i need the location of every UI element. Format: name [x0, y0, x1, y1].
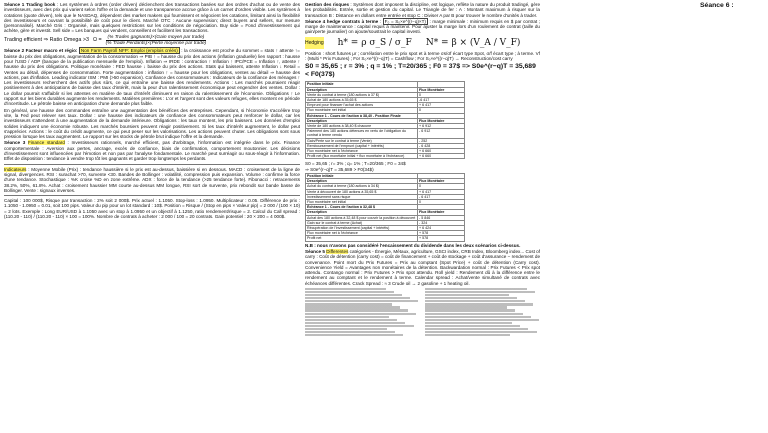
small-print-left [305, 287, 421, 337]
table-cell-value: - 6 912 [418, 129, 465, 138]
seance4-paragraph: Séance 4 hedge contrats à terme : F₀ = S₀×e^((r−q)×T) : marge minimale : minimum requis en $ par contrat ; marge de maintenance : capital requis à maintenir. Pour ajuster la marge lors d'un roulement de contrat (taille du gain/perte journalier) on ajoute/soustrait le capital investi. [305, 18, 540, 35]
table-cell-description: Récupération de l'investissement (capital + intérêts) [306, 226, 418, 231]
table-row [306, 129, 465, 138]
small-print-line [425, 331, 537, 333]
small-print-line [425, 309, 515, 311]
small-print-line [425, 291, 536, 293]
table-cell-value: + 6 417 [418, 103, 465, 108]
table-cell-description: Achat des 180 actions à 32,48 $ pour couvrir la position à découvert [306, 215, 418, 220]
small-print-line [425, 319, 539, 321]
seance2-paragraph [4, 48, 300, 106]
seance5-highlight: Differentes [326, 248, 349, 254]
table-cell-description: Description [306, 210, 418, 215]
table-cell-value: Flux Monétaire [418, 210, 465, 215]
strategy-table-b [305, 173, 465, 242]
table-row [306, 154, 465, 159]
omega-numerator: (% Trades gagnants)×(Gain moyen par trade) [107, 34, 205, 40]
indicateurs-paragraph [4, 167, 300, 193]
seance2-highlight: Non Farm Payroll NFP: Emploi (emplois créés) [80, 48, 178, 54]
small-print-line [425, 325, 521, 327]
table-cell-description: Description [306, 179, 418, 184]
small-print-line [305, 313, 416, 315]
strategy-table-a [305, 81, 465, 159]
table-cell-description: Profit net (flux monétaire initial + flux monétaire à l'échéance) [306, 154, 418, 159]
small-print-line [305, 316, 389, 318]
small-print-line [305, 294, 402, 296]
seance4-title: Séance 4 hedge contrats à terme [305, 18, 379, 24]
seance6-title: Séance 6 : [700, 2, 734, 9]
table-cell-value: + 6 912 [418, 124, 465, 129]
seance3-text: : Investisseurs rationnels, marché efficient, pas d'arbitrage, l'information est intégrée dans le prix. Finance comportementale : Aversion aux pertes, ancrage, excès de confiance, biais de confirmation, comportement moutonnier. Les décisions d'investissement sont influencées par l'émotion et non pas par l'analyse fondamentale. Le marché peut surréagir ou sous-réagir à l'information. Effet de disposition : tendance à vendre trop tôt les gagnants et garder trop longtemps les perdants. [4, 140, 300, 162]
table-cell-value: - 252 [418, 138, 465, 143]
hedging-label: Hedging [305, 37, 324, 49]
small-print-right [425, 287, 541, 337]
small-print-line [305, 303, 392, 305]
seance2-paragraph-b: En général, une hausse des commandes entraîne une augmentation des bénéfices des entreprises. Cependant, si l'économie s'accélère trop vite, la Fed peut relever ses taux. Dollar : une hausse des indicateurs de confiance des consommateurs peut renforcer le dollar, car les investisseurs s'attendent à une augmentation de la demande intérieure. Obligations : les taux montent, les prix baissent. Les données d'emploi solides indiquent une économie robuste. Les marchés boursiers peuvent réagir positivement. Si les taux d'intérêt augmentent, le dollar peut s'apprécier. Actions : le coût du crédit augmente, ce qui peut peser sur les valorisations. Les actions peuvent chuter. Les obligations sont sous pression lorsque les taux augmentent. Le rapport sur les stocks de pétrole brut indique l'offre et la demande. [4, 107, 300, 140]
table-cell-description: Investissement sans risque [306, 194, 418, 199]
table-cell-description: Vente du contrat à terme (180 actions à 37 $) [306, 92, 418, 97]
small-print-line [305, 309, 408, 311]
table-cell-description: Achat du contrat à terme (180 actions à 34 $) [306, 184, 418, 189]
hedging-formulas [305, 37, 540, 49]
gestion-risques-text: : Systèmes dont imposent la discipline, est logique, reflète la nature du produit tradingé, gère les probabilités. Entrée, sortie et gestion du capital. Le Triangle de fer : A : Montant maximum à risquer sur la transaction B : Distance en dollars entre entrée et stop C : Diviser A par B pour trouver le nombre d'unités à trader. [305, 2, 540, 18]
small-print-line [425, 300, 525, 302]
table-cell-description: Échéance 1 - Cours de l'action à 32,48 $ [306, 205, 418, 210]
seance2-text: : la croissance est proche du sommet = stats ↑ attente ↑= baisse du prix des obligations, augmentation de la consommation ⇒ PIB ↑ = hausse du prix des actions (inflation graduelle) lien rapport : hausse pour l'USD / ADP (banque de la publication mensuelle de l'emploi). Inflation ⇒ IRDE : contraction ↑ Inflation ↑ IPC/PCE = Inflation ↑, attente ↑ hausse du prix des obligations. Politique monétaire : FED hausse ↓ baisse du prix des actions. Stats qui baissent, attente Inflation ↓ Retail = Ventes au détail, dépenses de consommation. Forte augmentation : inflation ↑ = hausse pour les obligations, ventes au détail ⇒ hausse des actions, pas d'inflation. Leading indicator ISM : PMI (>50 expansion). Confiance des consommateurs : Indicateurs de la confiance des ménages ↑ Les investisseurs recherchent des actifs plus sûrs, ce qui entraîne une baisse des rendements. Actions : Les marchés pourraient réagir positivement à des anticipations de baisse des taux d'intérêt, mais la peur d'un ralentissement économique peut engendrer des ventes. Dollar : Le dollar pourrait s'affaiblir si les attentes en matière de taux d'intérêt diminuent en raison du ralentissement de l'économie. Obligations ↑ Le rapport sur les biens durables augmente les rendements. Matières premières : L'or et l'argent sont des valeurs refuges, elles montent en période d'incertitude. Le pétrole baisse en anticipation d'une demande plus faible. [4, 48, 300, 107]
small-print-block [305, 287, 540, 337]
table-cell-value: -6 417 [418, 97, 465, 102]
table-cell-description: Vente de 180 actions à 38,40 $ chacune [306, 124, 418, 129]
hedge-ratio-formula: h* = ρ σ_S / σ_F [337, 37, 412, 48]
middle-column [305, 2, 540, 431]
calc-line-3: ⇒ S0e^(r−q)T = 35,689 > F0(34$) [305, 166, 374, 172]
small-print-line [425, 313, 523, 315]
table-cell-value: Flux Monétaire [418, 179, 465, 184]
small-print-line [305, 328, 387, 330]
table-cell-description: Flux monétaire net à l'échéance [306, 149, 418, 154]
small-print-line [425, 316, 531, 318]
table-cell-value: 0 [418, 92, 465, 97]
small-print-line [305, 306, 400, 308]
table-cell-description: Profit net [306, 236, 418, 241]
table-row [306, 236, 465, 241]
table-cell-value: - 324 [418, 220, 465, 225]
seance3-highlight: Finance standard [27, 140, 65, 146]
seance4-formula: F₀ = S₀×e^((r−q)×T) [384, 18, 426, 24]
calc-line-2: S0 = 35,65 ; r= 3% ; q= 1% ; T=20/365 ; F0 = 34$ [305, 161, 406, 167]
table-cell-value: - 6 428 [418, 143, 465, 148]
table-cell-description: Vente à découvert de 180 actions à 35,65 $ [306, 189, 418, 194]
table-cell-description: Échéance 1 - Cours de l'action à 38,40 - Position Finale [306, 113, 418, 118]
table-cell-description: Description [306, 87, 418, 92]
seance5-title: Séance 5 [305, 248, 325, 254]
small-print-line [425, 288, 528, 290]
table-cell-value: - 5 846 [418, 215, 465, 220]
table-cell-value: + 6 424 [418, 226, 465, 231]
position-paragraph: Position : short futures μr ; corrélation entre le prix spot et à terme σs/σf écart type Spot, σ/f écart type ; à terme. Vf : (Multi * Prix Futures) ; For S₀×e^((r−q)T) = Cashflow ; For S₀×e^((r−q)T) → Reconstruction/cost carry [305, 50, 540, 62]
table-cell-value: 0 [418, 200, 465, 205]
gestion-risques-paragraph [305, 2, 540, 18]
seance2-title: Séance 2 Facteur macro et régio: [4, 48, 78, 54]
small-print-line [305, 331, 395, 333]
table-cell-description: Emprunt pour financer l'achat des actions [306, 103, 418, 108]
table-cell-description: Paiement des 180 actions détenues en vertu de l'obligation du contrat à terme vendu [306, 129, 418, 138]
omega-formula-block: Trading efficient ⇒ Ratio Omega >3 Ω = (% Trades gagnants)×(Gain moyen par trade) (% Trade Perdants)×(Perte moyenne par trade) [4, 34, 207, 47]
seance1-paragraph [4, 2, 300, 34]
table-cell-value: + 578 [418, 236, 465, 241]
small-print-line [305, 291, 394, 293]
table-cell-value: + 6 660 [418, 149, 465, 154]
table-cell-value: Flux Monétaire [418, 118, 465, 123]
table-cell-description: Flux monétaire net initial [306, 200, 418, 205]
table-cell-description: Flux monétaire net à l'échéance [306, 231, 418, 236]
table-cell-description: Gain/Perte sur le contrat à terme (Vente) [306, 138, 418, 143]
table-cell-description: Description [306, 118, 418, 123]
small-print-line [305, 322, 405, 324]
small-print-line [425, 328, 529, 330]
table-cell-description: Remboursement de l'emprunt (capital + intérêts) [306, 143, 418, 148]
table-cell-description: Position initiale [306, 82, 418, 87]
table-cell-value: Flux Monétaire [418, 87, 465, 92]
capital-paragraph: Capital : 100 000$, Risque par transaction : 2% soit 2 000$. Prix actuel : 1.1050. Stop-loss : 1.0950. Multiplicateur : 0.05. Différence de prix : 1.1050 - 1.0950 = 0.01, soit 100 pips. Valeur du pip pour un lot standard : 10$. Position = Risque / (Stop en pips × Valeur pip) = 2 000 / (100 × 10) = 2 lots. Exemple : Long EUR/USD à 1.1050 avec un stop à 1.0950 et un objectif à 1.1250, ratio rendement/risque = 2. Calcul du Call spread : (110.20 - 110) / (110.20 - 110) × 100 = 100%. Nombre de contrats à acheter : 2 000 / 100 = 20 contrats. Gain potentiel : 20 × 200 = 4 000$. [4, 198, 300, 219]
n-contracts-formula: N* = β × (V_A / V_F) [425, 37, 521, 48]
note-paragraph: N.B : nous n'avons pas considéré l'encaissement du dividende dans les deux scénarios ci-dessus. [305, 242, 521, 248]
small-print-line [425, 297, 517, 299]
small-print-line [305, 297, 410, 299]
table-cell-value: - 6 417 [418, 194, 465, 199]
table-cell-description: Position initiale [306, 174, 418, 179]
calc-line-1: S0 = 35,65 ; r = 3% ; q = 1% ; T=20/365 ; F0 = 37$ => S0e^(r−q)T = 35,689 < F0(37$) [305, 63, 536, 79]
table-cell-description: Flux monétaire net initial [306, 108, 418, 113]
table-cell-value: + 6 417 [418, 189, 465, 194]
seance3-title: Séance 3 [4, 140, 26, 146]
small-print-line [305, 288, 386, 290]
table-cell-description: Achat de 180 actions à 35,65 $ [306, 97, 418, 102]
right-column [700, 2, 764, 42]
indicateurs-text: : Moyenne Mobile (Prix) : tendance haussière si le prix est au-dessus, baissière si en dessous. MACD : croisement de la ligne de signal, divergences. RSI : surachat >70, survente <30. Bandes de Bollinger : volatilité, compression puis expansion. Volume : confirme la force d'une tendance. Stochastique : %K croise %D en zone extrême. ADX : force de la tendance (>25 tendance forte). Fibonacci : retracements 38.2%, 50%, 61.8%. Achat : croisement haussier MM courte au-dessus MM longue, RSI sort de survente, prix rebondit sur bande basse de Bollinger. Vente : signaux inverses. [4, 166, 300, 193]
seance4-text: : marge minimale : minimum requis en $ par contrat ; marge de maintenance : capital requis à maintenir. Pour ajuster la marge lors d'un roulement de contrat (taille du gain/perte journalier) on ajoute/soustrait le capital investi. [305, 18, 540, 35]
small-print-line [305, 300, 418, 302]
omega-fraction [106, 35, 207, 47]
divider [4, 164, 300, 165]
left-column [4, 2, 300, 431]
seance3-paragraph [4, 140, 300, 161]
table-cell-value: 0 [418, 108, 465, 113]
small-print-line [425, 303, 534, 305]
seance5-paragraph [305, 249, 540, 286]
small-print-line [425, 334, 510, 336]
table-cell-value: + 6 660 [418, 154, 465, 159]
trading-efficient-label: Trading efficient ⇒ Ratio Omega >3 [4, 36, 89, 43]
small-print-line [305, 325, 414, 327]
table-cell-value: 0 [418, 184, 465, 189]
table-cell-description: Gain sur le contrat à terme (Achat) [306, 220, 418, 225]
gestion-risques-title: Gestion des risques [305, 2, 350, 7]
seance1-title: Séance 1 Trading book [4, 2, 56, 7]
seance1-text: : Les systèmes à ordres (order driven) déclenchent des transactions basées sur des ordres d'achat ou de vente des investisseurs, avec des prix qui varient selon l'offre et la demande et une transparence accrue grâce à un carnet d'ordres visible. Les systèmes à cotations (quote driven), tels que le NASDAQ, dépendent des market makers qui fournissent et négocient les cotations, limitant ainsi la flexibilité des investisseurs et ouvrant la possibilité de coût pour le client. Marché OTC : Aucune supervision; direct buyers and sellers, sur mesure (personnalisé). Marché Gris : Organisé, mais quelques restrictions sur les conditions de négociation. Buy side = Fond d'investissement qui achète, gère et investit. Sell side = Les banques qui vendent, conseillent et facilitent les transactions. [4, 2, 300, 34]
table-cell-value: + 578 [418, 231, 465, 236]
indicateurs-highlight: Indicateurs [4, 166, 27, 172]
small-print-line [305, 334, 403, 336]
small-print-line [425, 322, 513, 324]
small-print-line [425, 294, 509, 296]
seance5-text: catégories - Énergie, Métaux, agriculture, GSCI index, CRB Index, Bloomberg index... Cost of carry : Coût de détention (carry cost) = coût de financement + coût de stockage + coût d'assurance − rendement de convenance. Point mort du Prix Futures = Prix au comptant (Spot Price) + coût de détention (Carry cost). Convenience Yield = Avantages non monétaires de la détention. Backwardation normal : Prix Futures < Prix spot attendu. Contango normal : Prix Futures > Prix spot attendu. Roll yield : Rendement dû à la différence entre le rendement au comptant et le rendement à terme. Calendar spread : Achat/vente simultané de contrats avec échéances différentes. Crack Spread : ≈ 3 Crude oil → 2 gasoline + 1 heating oil. [305, 248, 540, 286]
small-print-line [305, 319, 397, 321]
divider [4, 195, 300, 196]
small-print-line [425, 306, 507, 308]
omega-denominator: (% Trade Perdants)×(Perte moyenne par trade) [105, 41, 207, 47]
